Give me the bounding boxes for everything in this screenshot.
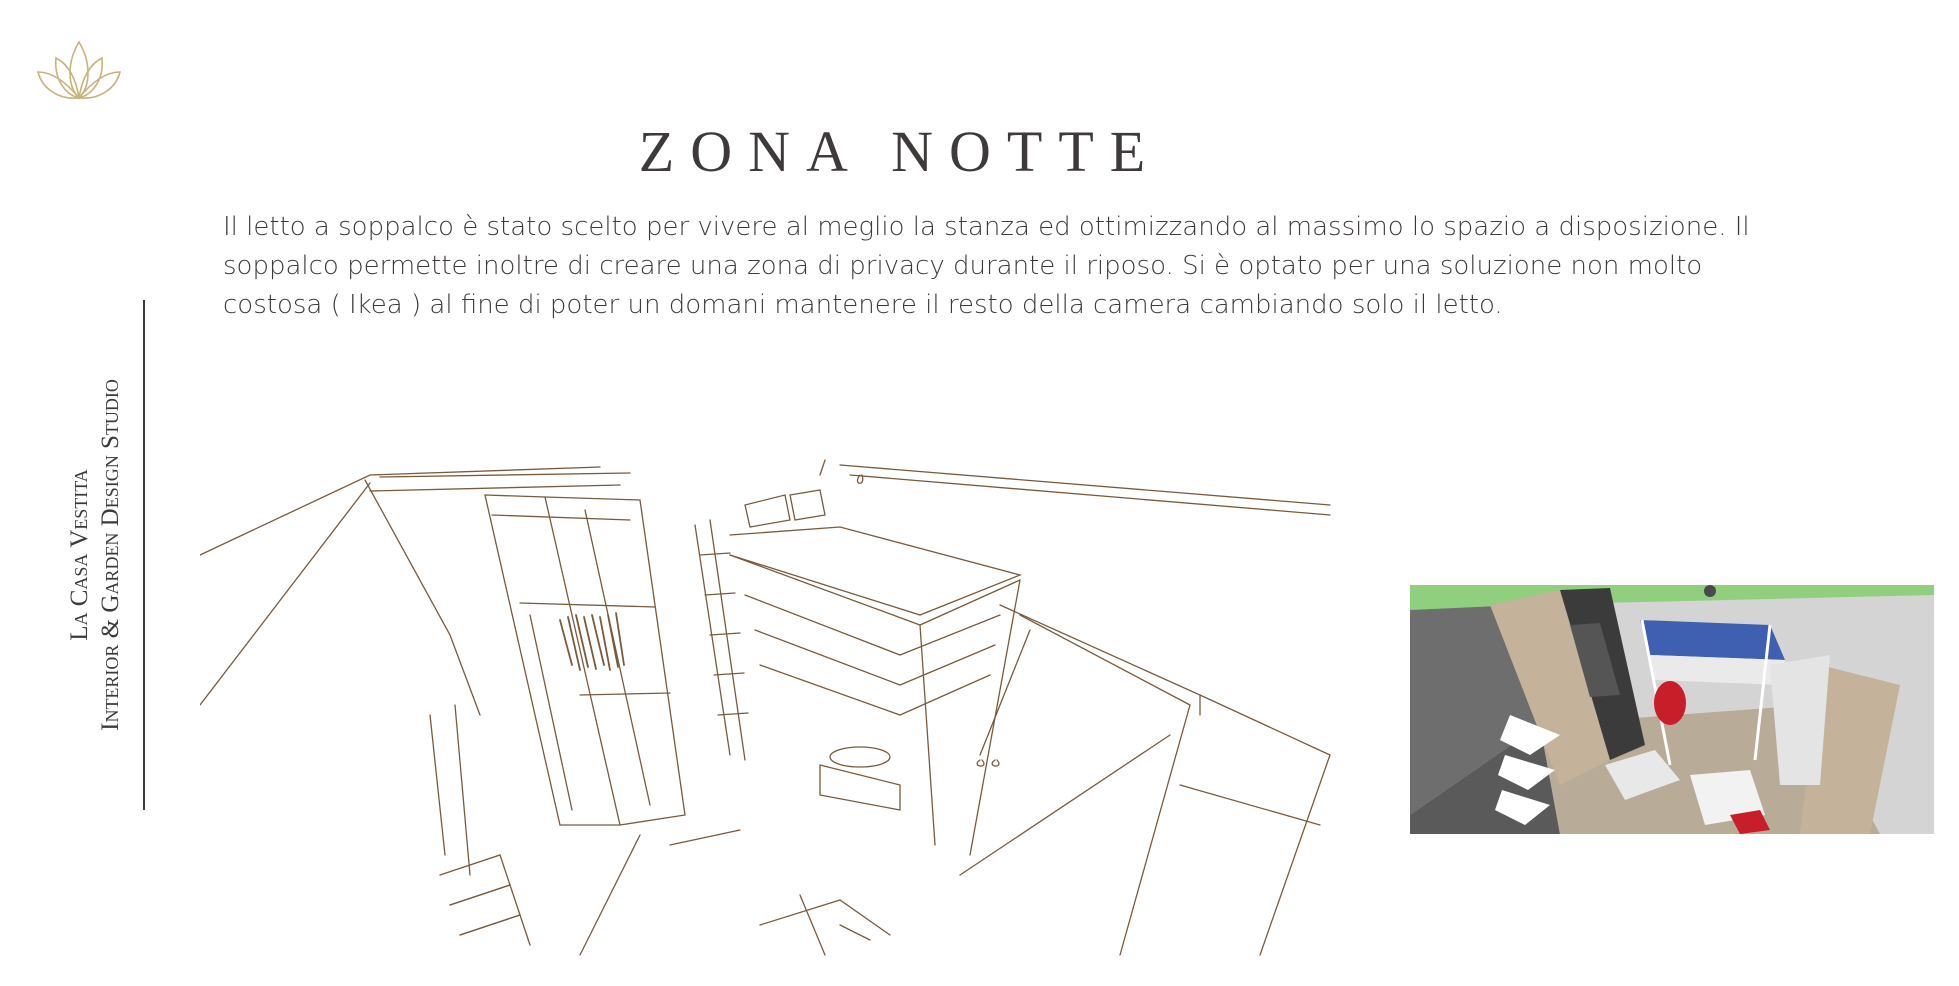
- brand-tagline: Interior & Garden Design Studio: [97, 378, 124, 731]
- description-paragraph: Il letto a soppalco è stato scelto per vivere al meglio la stanza ed ottimizzando al massimo lo spazio a disposizione. Il soppalco permette inoltre di creare una zona di privacy durante il riposo. Si è optato per una soluzione non molto costosa ( Ikea ) al fine di poter un domani mantenere il resto della camera cambiando solo il letto.: [223, 212, 1750, 320]
- page-title: ZONA NOTTE: [638, 119, 1162, 184]
- bedroom-3d-render-image: [1410, 585, 1934, 834]
- side-brand: [60, 302, 130, 807]
- vertical-divider: [143, 300, 145, 810]
- bedroom-sketch-image: [200, 455, 1370, 957]
- brand-name: La Casa Vestita: [66, 468, 93, 641]
- lotus-icon: [34, 36, 124, 100]
